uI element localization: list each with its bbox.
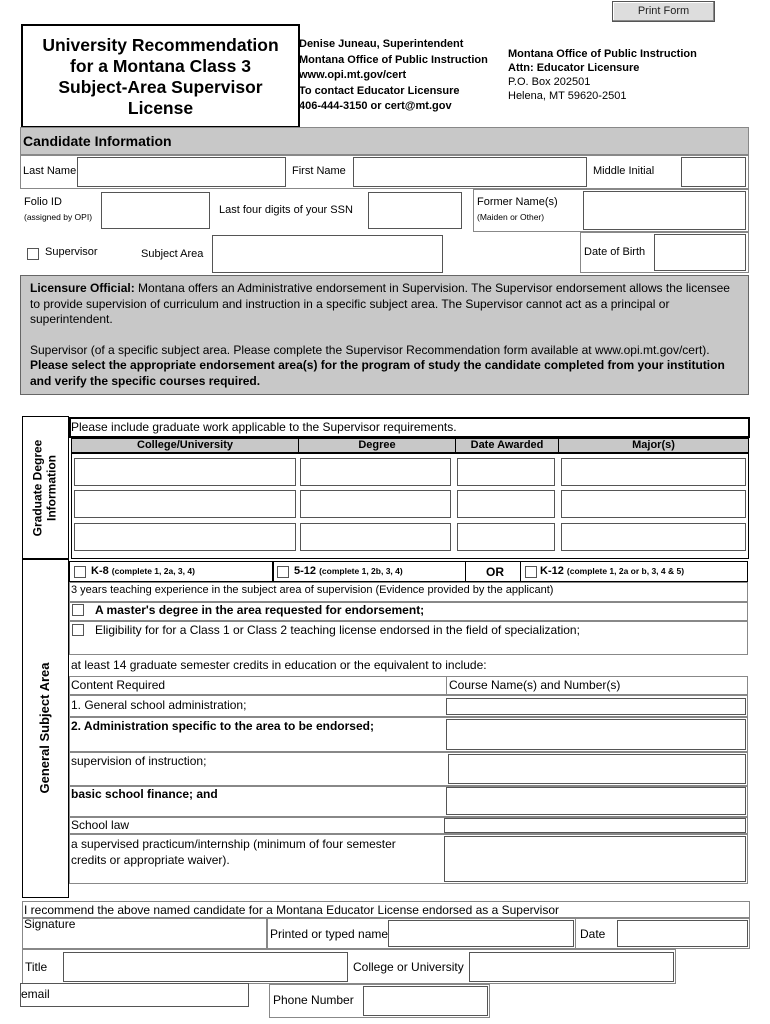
notice-text: Montana offers an Administrative endorsement in Supervision. The Supervisor endorsement allows the licensee to provide supervision of curriculum and instruction in a specific subject area. The Supervisor cannot act as a principal or superintendent. [30,281,730,326]
content-required-label: Content Required [71,678,166,692]
date-awarded-input-1[interactable] [457,458,555,486]
signature-label: Signature [24,917,76,931]
col-degree: Degree [298,439,455,452]
k12-note: (complete 1, 2a or b, 3, 4 & 5) [566,566,685,576]
col-date-awarded: Date Awarded [455,439,558,452]
address-line: Helena, MT 59620-2501 [508,90,627,102]
contact-block [299,37,488,115]
eligibility-checkbox[interactable] [72,624,84,636]
course-names-label: Course Name(s) and Number(s) [449,678,621,692]
candidate-section-header: Candidate Information [20,127,749,155]
col-college: College/University [137,439,233,451]
dob-input[interactable] [654,234,746,271]
form-title-line: Subject-Area Supervisor [58,77,263,97]
dob-label: Date of Birth [584,246,646,258]
g512-label [294,565,403,577]
contact-line: 406-444-3150 or cert@mt.gov [299,100,452,112]
email-label: email [21,987,50,1001]
course-input-5[interactable] [444,818,746,833]
content-item-1: 1. General school administration; [71,698,247,712]
middle-initial-label: Middle Initial [593,165,655,177]
degree-input-3[interactable] [300,523,451,551]
masters-text: A master's degree in the area requested for endorsement; [95,603,425,617]
eligibility-text: Eligibility for for a Class 1 or Class 2 teaching license endorsed in the field of specialization; [95,623,580,637]
k8-checkbox[interactable] [74,566,86,578]
form-title-box [21,24,300,128]
graduate-table-header [71,438,749,453]
phone-label: Phone Number [273,993,354,1007]
k12-text: K-12 [540,565,564,577]
experience-text: 3 years teaching experience in the subject area of supervision (Evidence provided by the applicant) [71,584,554,596]
college-label: College or University [353,960,464,974]
g512-note: (complete 1, 2b, 3, 4) [319,566,403,576]
g512-checkbox[interactable] [277,566,289,578]
content-item-6 [71,836,396,868]
notice-lead: Licensure Official: [30,281,135,295]
former-name-note: (Maiden or Other) [477,212,545,222]
form-title-line: University Recommendation [42,35,279,55]
college-input-1[interactable] [74,458,296,486]
first-name-label: First Name [292,165,346,177]
content-item-6-line: credits or appropriate waiver). [71,853,230,867]
course-input-3[interactable] [448,754,746,784]
address-line: P.O. Box 202501 [508,76,591,88]
course-input-1[interactable] [446,698,746,715]
first-name-input[interactable] [353,157,587,187]
contact-line: To contact Educator Licensure [299,84,460,97]
title-label: Title [25,960,48,974]
content-item-2: 2. Administration specific to the area to be endorsed; [71,719,374,733]
or-label: OR [486,565,504,579]
supervisor-label: Supervisor [45,246,98,258]
g512-text: 5-12 [294,565,317,577]
content-item-5: School law [71,818,130,832]
folio-id-note: (assigned by OPI) [24,212,93,222]
content-item-3: supervision of instruction; [71,754,207,768]
licensure-notice [20,275,749,395]
content-header-row [69,676,748,695]
address-line: Montana Office of Public Instruction [508,48,697,60]
subject-area-label: Subject Area [141,248,204,260]
last-name-input[interactable] [77,157,286,187]
middle-initial-input[interactable] [681,157,746,187]
signature-input[interactable] [22,918,267,949]
graduate-side-label [31,417,61,560]
subject-area-input[interactable] [212,235,443,273]
graduate-instruction: Please include graduate work applicable to the Supervisor requirements. [71,420,457,434]
ssn-input[interactable] [368,192,462,229]
majors-input-2[interactable] [561,490,746,518]
date-awarded-input-3[interactable] [457,523,555,551]
college-input-2[interactable] [74,490,296,518]
date-input[interactable] [617,920,748,947]
k12-checkbox[interactable] [525,566,537,578]
title-input[interactable] [63,952,348,982]
col-majors: Major(s) [558,439,748,452]
general-side-label: General Subject Area [37,662,52,794]
content-header-divider [446,676,447,695]
notice-paragraph-2: Supervisor (of a specific subject area. Please complete the Supervisor Recommendation form available at www.opi.mt.gov/cert). [30,342,710,357]
masters-checkbox[interactable] [72,604,84,616]
email-input[interactable] [20,983,249,1007]
degree-input-2[interactable] [300,490,451,518]
degree-input-1[interactable] [300,458,451,486]
supervisor-checkbox[interactable] [27,248,39,260]
k8-note: (complete 1, 2a, 3, 4) [111,566,195,576]
date-awarded-input-2[interactable] [457,490,555,518]
majors-input-3[interactable] [561,523,746,551]
former-name-label: Former Name(s) [477,196,558,208]
course-input-4[interactable] [446,787,746,815]
recommend-text: I recommend the above named candidate for a Montana Educator License endorsed as a Supervisor [24,903,559,917]
notice-paragraph-3: Please select the appropriate endorsement area(s) for the program of study the candidate completed from your institution and verify the specific courses required. [30,358,725,388]
graduate-side-label-1: Graduate Degree [30,439,45,537]
contact-line: www.opi.mt.gov/cert [299,69,407,81]
contact-line: Denise Juneau, Superintendent [299,38,464,50]
majors-input-1[interactable] [561,458,746,486]
college-input[interactable] [469,952,674,982]
content-item-6-line: a supervised practicum/internship (minimum of four semester [71,837,396,851]
address-line: Attn: Educator Licensure [508,62,640,74]
last-name-label: Last Name [23,165,77,177]
form-title-line: License [127,98,194,118]
k8-text: K-8 [91,565,109,577]
printed-name-input[interactable] [388,920,574,947]
course-input-2[interactable] [446,719,746,750]
print-form-button[interactable]: Print Form [612,1,715,22]
college-input-3[interactable] [74,523,296,551]
printed-name-label: Printed or typed name [270,927,389,941]
date-label: Date [580,927,606,941]
course-input-6[interactable] [444,836,746,882]
k12-label [540,565,684,577]
folio-id-input[interactable] [101,192,210,229]
graduate-side-label-2: Information [44,455,59,521]
folio-id-label: Folio ID [24,196,62,208]
k8-label [91,565,195,577]
mailing-address [508,47,697,103]
contact-line: Montana Office of Public Instruction [299,53,488,66]
credits-text: at least 14 graduate semester credits in education or the equivalent to include: [71,658,487,672]
ssn-label: Last four digits of your SSN [219,204,353,216]
content-item-4: basic school finance; and [71,787,218,801]
notice-paragraph [30,281,740,328]
former-name-input[interactable] [583,191,746,230]
form-title-line: for a Montana Class 3 [70,56,251,76]
phone-input[interactable] [363,986,488,1016]
